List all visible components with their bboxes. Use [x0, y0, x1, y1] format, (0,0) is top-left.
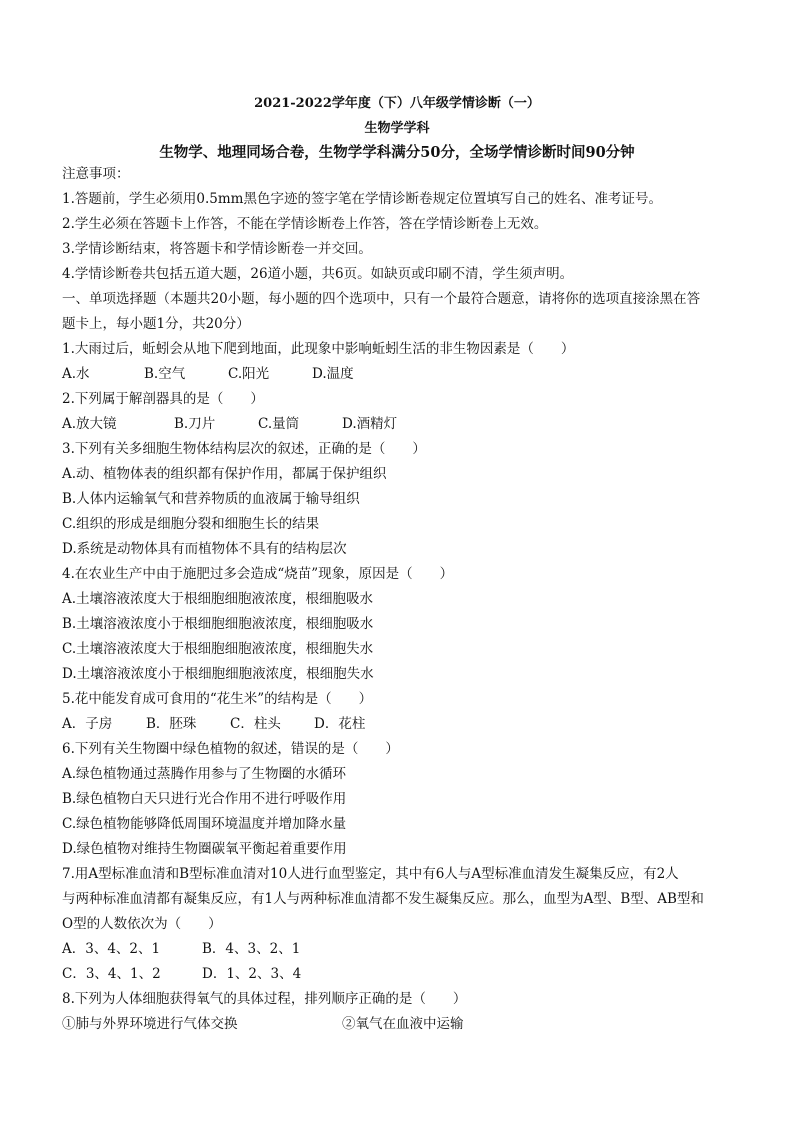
option-d[interactable]: D.土壤溶液浓度小于根细胞细胞液浓度，根细胞失水 [62, 666, 374, 682]
option-c[interactable]: C.阳光 [228, 366, 270, 382]
option-c[interactable]: C．柱头 [230, 716, 281, 732]
option-b[interactable]: B．胚珠 [146, 716, 197, 732]
question-7-stem: 7.用A型标准血清和B型标准血清对10人进行血型鉴定，其中有6人与A型标准血清发生凝集反应，有2人 [62, 866, 679, 882]
question-1-stem: 1.大雨过后，蚯蚓会从地下爬到地面，此现象中影响蚯蚓生活的非生物因素是（ ） [62, 341, 575, 357]
question-8-steps [62, 1015, 752, 1033]
option-b[interactable]: B.土壤溶液浓度小于根细胞细胞液浓度，根细胞吸水 [62, 616, 374, 632]
option-d[interactable]: D.系统是动物体具有而植物体不具有的结构层次 [62, 541, 347, 557]
option-b[interactable]: B.空气 [144, 366, 186, 382]
option-a[interactable]: A.绿色植物通过蒸腾作用参与了生物圈的水循环 [62, 766, 347, 782]
option-d[interactable]: D.酒精灯 [342, 416, 398, 432]
notice-item: 2.学生必须在答题卡上作答，不能在学情诊断卷上作答，答在学情诊断卷上无效。 [62, 216, 548, 232]
option-a[interactable]: A．子房 [62, 716, 113, 732]
question-5-stem: 5.花中能发育成可食用的“花生米”的结构是（ ） [62, 691, 373, 707]
option-a[interactable]: A.放大镜 [62, 416, 117, 432]
question-4-stem: 4.在农业生产中由于施肥过多会造成“烧苗”现象，原因是（ ） [62, 566, 454, 582]
option-a[interactable]: A．3、4、2、1 [62, 941, 161, 957]
question-8-stem: 8.下列为人体细胞获得氧气的具体过程，排列顺序正确的是（ ） [62, 991, 467, 1007]
question-5-options [62, 715, 752, 733]
section-heading-cont: 题卡上，每小题1分，共20分） [62, 316, 250, 332]
step-1: ①肺与外界环境进行气体交换 [62, 1016, 238, 1032]
question-6-stem: 6.下列有关生物圈中绿色植物的叙述，错误的是（ ） [62, 741, 399, 757]
question-1-options [62, 365, 752, 383]
option-c[interactable]: C.量筒 [258, 416, 300, 432]
option-c[interactable]: C．3、4、1、2 [62, 966, 161, 982]
option-d[interactable]: D．1、2、3、4 [202, 966, 302, 982]
option-d[interactable]: D．花柱 [314, 716, 366, 732]
option-d[interactable]: D.温度 [312, 366, 354, 382]
exam-title: 2021-2022学年度（下）八年级学情诊断（一） [254, 96, 540, 111]
option-c[interactable]: C.组织的形成是细胞分裂和细胞生长的结果 [62, 516, 320, 532]
question-3-stem: 3.下列有关多细胞生物体结构层次的叙述，正确的是（ ） [62, 441, 426, 457]
question-7-options-row1 [62, 940, 752, 958]
option-b[interactable]: B.刀片 [174, 416, 216, 432]
section-heading: 一、单项选择题（本题共20小题，每小题的四个选项中，只有一个最符合题意，请将你的选项直接涂黑在答 [62, 291, 701, 307]
option-b[interactable]: B.绿色植物白天只进行光合作用不进行呼吸作用 [62, 791, 347, 807]
option-a[interactable]: A.水 [62, 366, 90, 382]
notice-item: 1.答题前，学生必须用0.5mm黑色字迹的签字笔在学情诊断卷规定位置填写自己的姓名、准考证号。 [62, 191, 662, 207]
option-a[interactable]: A.动、植物体表的组织都有保护作用，都属于保护组织 [62, 466, 387, 482]
option-d[interactable]: D.绿色植物对维持生物圈碳氧平衡起着重要作用 [62, 841, 347, 857]
question-7-stem-cont: O型的人数依次为（ ） [62, 916, 222, 932]
option-b[interactable]: B.人体内运输氧气和营养物质的血液属于输导组织 [62, 491, 360, 507]
subject-title: 生物学学科 [364, 121, 430, 136]
notice-heading: 注意事项： [62, 166, 130, 182]
option-a[interactable]: A.土壤溶液浓度大于根细胞细胞液浓度，根细胞吸水 [62, 591, 374, 607]
option-c[interactable]: C.土壤溶液浓度大于根细胞细胞液浓度，根细胞失水 [62, 641, 374, 657]
option-b[interactable]: B．4、3、2、1 [202, 941, 301, 957]
question-7-stem-cont: 与两种标准血清都有凝集反应，有1人与两种标准血清都不发生凝集反应。那么，血型为A型、B型、AB型和 [62, 891, 704, 907]
question-2-stem: 2.下列属于解剖器具的是（ ） [62, 391, 264, 407]
notice-item: 3.学情诊断结束，将答题卡和学情诊断卷一并交回。 [62, 241, 372, 257]
question-2-options [62, 415, 752, 433]
question-7-options-row2 [62, 965, 752, 983]
step-2: ②氧气在血液中运输 [342, 1016, 464, 1032]
notice-item: 4.学情诊断卷共包括五道大题，26道小题，共6页。如缺页或印刷不清，学生须声明。 [62, 266, 574, 282]
exam-subtitle: 生物学、地理同场合卷，生物学学科满分50分，全场学情诊断时间90分钟 [159, 144, 635, 161]
option-c[interactable]: C.绿色植物能够降低周围环境温度并增加降水量 [62, 816, 347, 832]
